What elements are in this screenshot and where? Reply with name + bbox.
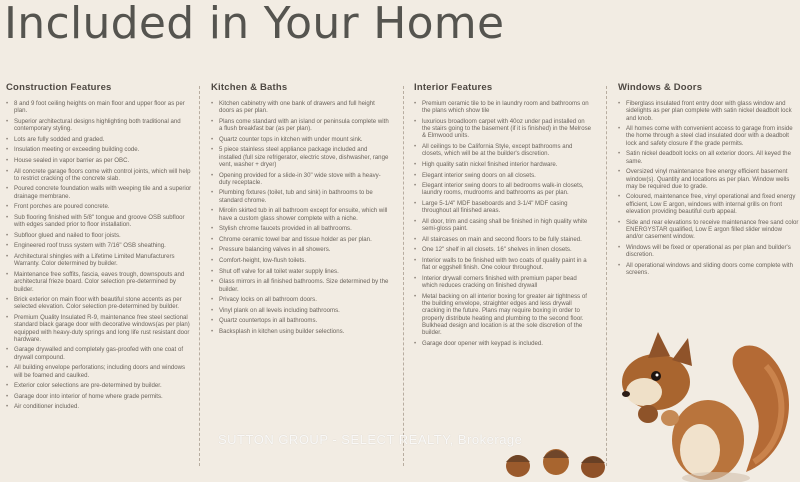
feature-item: • Lots are fully sodded and graded. — [6, 136, 192, 143]
kitchen-baths-column — [211, 82, 389, 338]
feature-item: • 8 and 9 foot ceiling heights on main floor and upper floor as per plan. — [6, 100, 192, 115]
feature-list — [211, 100, 389, 335]
feature-item: • Interior walls to be finished with two coats of quality paint in a flat or eggshell finish. One colour throughout. — [414, 257, 594, 272]
feature-item: • Large 5-1/4" MDF baseboards and 3-1/4" MDF casing throughout all finished areas. — [414, 200, 594, 215]
feature-item: • luxurious broadloom carpet with 40oz under pad installed on the stairs going to the basement (if it is finished) in the Melrose & Elmwood units. — [414, 118, 594, 140]
feature-item: • All ceilings to be California Style, except bathrooms and closets, which will be at the builder's discretion. — [414, 143, 594, 158]
feature-item: • Premium ceramic tile to be in laundry room and bathrooms on the plans which show tile — [414, 100, 594, 115]
feature-item: • 5 piece stainless steel appliance package included and installed (full size refrigerator, electric stove, dishwasher, range vent, washer + dryer) — [211, 146, 389, 168]
feature-item: • Mirolin skirted tub in all bathroom except for ensuite, which will have a custom glass shower complete with a niche. — [211, 207, 389, 222]
feature-item: • All door, trim and casing shall be finished in high quality white semi-gloss paint. — [414, 218, 594, 233]
feature-item: • Insulation meeting or exceeding building code. — [6, 146, 192, 153]
feature-item: • Elegant interior swing doors on all closets. — [414, 172, 594, 179]
feature-item: • Air conditioner included. — [6, 403, 192, 410]
feature-list — [6, 100, 192, 411]
feature-item: • Quartz counter tops in kitchen with under mount sink. — [211, 136, 389, 143]
feature-item: • Garage door into interior of home where grade permits. — [6, 393, 192, 400]
feature-item: • Interior drywall corners finished with premium paper bead which reduces cracking on finished drywall — [414, 275, 594, 290]
feature-item: • Premium Quality Insulated R-9, maintenance free steel sectional standard black garage door with decorative windows(as per plan) equipped with heavy-duty springs and long life rust resistant door hardware. — [6, 314, 192, 343]
feature-item: • All homes come with convenient access to garage from inside the home through a steel clad insulated door with a deadbolt lock and safety closure if the grade permits. — [618, 125, 800, 147]
page-title: Included in Your Home — [4, 0, 505, 49]
feature-item: • Superior architectural designs highlighting both traditional and contemporary styling. — [6, 118, 192, 133]
feature-item: • House sealed in vapor barrier as per OBC. — [6, 157, 192, 164]
feature-list — [414, 100, 594, 347]
windows-doors-column — [618, 82, 800, 280]
feature-item: • Fiberglass insulated front entry door with glass window and sidelights as per plan complete with satin nickel deadbolt lock and knob. — [618, 100, 800, 122]
feature-item: • Oversized vinyl maintenance free energy efficient basement window(s). Quantity and locations as per plan. Window wells may be required due to grade. — [618, 168, 800, 190]
feature-list — [618, 100, 800, 276]
feature-item: • Front porches are poured concrete. — [6, 203, 192, 210]
feature-item: • Vinyl plank on all levels including bathrooms. — [211, 307, 389, 314]
feature-item: • Chrome ceramic towel bar and tissue holder as per plan. — [211, 236, 389, 243]
construction-features-column — [6, 82, 192, 414]
brokerage-watermark: SUTTON GROUP - SELECT REALTY, Brokerage — [218, 432, 523, 447]
column-heading: Kitchen & Baths — [211, 82, 288, 93]
feature-item: • High quality satin nickel finished interior hardware. — [414, 161, 594, 168]
column-heading: Windows & Doors — [618, 82, 703, 93]
feature-item: • Garage drywalled and completely gas-proofed with one coat of drywall compound. — [6, 346, 192, 361]
feature-item: • Backsplash in kitchen using builder selections. — [211, 328, 389, 335]
interior-features-column — [414, 82, 594, 350]
feature-item: • Maintenance free soffits, fascia, eaves trough, downspouts and architectural frieze board. Color selection pre-determined by builder. — [6, 271, 192, 293]
feature-item: • Kitchen cabinetry with one bank of drawers and full height doors as per plan. — [211, 100, 389, 115]
feature-item: • Plans come standard with an island or peninsula complete with a flush breakfast bar (as per plan). — [211, 118, 389, 133]
column-heading: Construction Features — [6, 82, 112, 93]
feature-item: • Brick exterior on main floor with beautiful stone accents as per selected elevation. Color selection pre-determined by builder. — [6, 296, 192, 311]
squirrel-illustration — [596, 322, 800, 482]
feature-item: • Sub flooring finished with 5/8" tongue and groove OSB subfloor with edges sanded prior to floor installation. — [6, 214, 192, 229]
feature-item: • All operational windows and sliding doors come complete with screens. — [618, 262, 800, 277]
feature-item: • Windows will be fixed or operational as per plan and builder's discretion. — [618, 244, 800, 259]
column-heading: Interior Features — [414, 82, 493, 93]
column-divider — [199, 86, 200, 466]
feature-item: • Opening provided for a slide-in 30" wide stove with a heavy-duty receptacle. — [211, 172, 389, 187]
feature-item: • Exterior color selections are pre-determined by builder. — [6, 382, 192, 389]
feature-item: • All staircases on main and second floors to be fully stained. — [414, 236, 594, 243]
feature-item: • All building envelope perforations; including doors and windows will be foamed and caulked. — [6, 364, 192, 379]
feature-item: • Subfloor glued and nailed to floor joists. — [6, 232, 192, 239]
feature-item: • Privacy locks on all bathroom doors. — [211, 296, 389, 303]
feature-item: • Quartz countertops in all bathrooms. — [211, 317, 389, 324]
feature-item: • All concrete garage floors come with control joints, which will help to restrict cracking of the concrete slab. — [6, 168, 192, 183]
feature-item: • Architectural shingles with a Lifetime Limited Manufacturers Warranty. Color determined by builder. — [6, 253, 192, 268]
feature-item: • Comfort-height, low-flush toilets. — [211, 257, 389, 264]
feature-item: • Pressure balancing valves in all showers. — [211, 246, 389, 253]
feature-item: • Shut off valve for all toilet water supply lines. — [211, 268, 389, 275]
feature-item: • Engineered roof truss system with 7/16" OSB sheathing. — [6, 242, 192, 249]
feature-item: • Poured concrete foundation walls with weeping tile and a superior drainage membrane. — [6, 185, 192, 200]
feature-item: • Metal backing on all interior boxing for greater air tightness of the building envelope, straighter edges and less drywall cracking in the future. Plans may require boxing in order to properly distribute heating and plumbing to the second floor. Bulkhead design and location is at the sole discretion of the builder. — [414, 293, 594, 337]
feature-item: • One 12" shelf in all closets. 16" shelves in linen closets. — [414, 246, 594, 253]
feature-item: • Glass mirrors in all finished bathrooms. Size determined by the builder. — [211, 278, 389, 293]
feature-item: • Coloured, maintenance free, vinyl operational and fixed energy efficient, Low E argon, windows with internal grills on front elevation providing beautiful curb appeal. — [618, 193, 800, 215]
feature-item: • Stylish chrome faucets provided in all bathrooms. — [211, 225, 389, 232]
feature-item: • Elegant interior swing doors to all bedrooms walk-in closets, laundry rooms, mudrooms and bathrooms as per plan. — [414, 182, 594, 197]
column-divider — [403, 86, 404, 466]
feature-item: • Satin nickel deadbolt locks on all exterior doors. All keyed the same. — [618, 150, 800, 165]
feature-item: • Side and rear elevations to receive maintenance free sand color ENERGYSTAR qualified, Low E argon filled slider window and/or casement window. — [618, 219, 800, 241]
feature-item: • Garage door opener with keypad is included. — [414, 340, 594, 347]
feature-item: • Plumbing fixtures (toilet, tub and sink) in bathrooms to be standard chrome. — [211, 189, 389, 204]
